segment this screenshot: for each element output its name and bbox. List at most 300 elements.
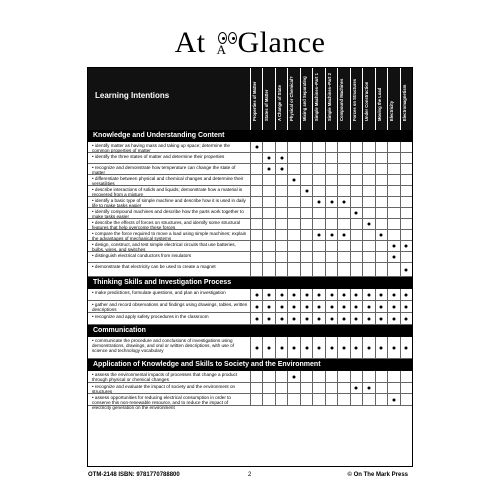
table-cell — [337, 313, 349, 324]
table-cell — [250, 394, 262, 405]
table-cell — [337, 252, 349, 262]
table-cell — [325, 252, 337, 262]
table-cell — [400, 175, 412, 185]
column-header-label: Electromagnetism — [401, 84, 407, 121]
table-cell — [387, 241, 399, 251]
column-header-label: A Change of State — [276, 85, 282, 121]
table-cell — [312, 175, 324, 185]
table-cell — [300, 301, 312, 312]
table-cell — [387, 175, 399, 185]
table-cell — [300, 142, 312, 152]
title-small-a: A — [216, 42, 227, 57]
table-cell — [262, 164, 274, 174]
table-cell — [312, 337, 324, 358]
table-cell — [387, 153, 399, 163]
table-row — [88, 371, 412, 383]
table-cell — [287, 241, 299, 251]
table-cell — [250, 337, 262, 358]
table-cell — [400, 241, 412, 251]
table-cell — [350, 394, 362, 405]
table-cell — [287, 263, 299, 276]
table-cell — [250, 301, 262, 312]
check-dot-icon — [367, 387, 370, 390]
table-cell — [325, 219, 337, 229]
title-text — [175, 26, 326, 60]
table-row — [88, 289, 412, 301]
table-cell — [300, 197, 312, 207]
table-cell — [250, 371, 262, 382]
check-dot-icon — [367, 346, 370, 349]
column-header — [275, 68, 287, 130]
check-dot-icon — [318, 201, 321, 204]
table-cell — [400, 289, 412, 300]
table-cell — [337, 383, 349, 393]
table-cell — [275, 230, 287, 240]
table-cell — [250, 142, 262, 152]
table-cell — [375, 164, 387, 174]
check-dot-icon — [280, 305, 283, 308]
column-header — [250, 68, 262, 130]
table-cell — [325, 186, 337, 196]
table-cell — [350, 241, 362, 251]
table-cell — [362, 337, 374, 358]
table-cell — [250, 164, 262, 174]
table-cell — [250, 153, 262, 163]
table-cell — [325, 230, 337, 240]
table-cell — [275, 219, 287, 229]
table-cell — [325, 371, 337, 382]
column-header — [287, 68, 299, 130]
table-cell — [400, 383, 412, 393]
table-cell — [337, 219, 349, 229]
check-dot-icon — [255, 146, 258, 149]
table-cell — [300, 175, 312, 185]
table-row — [88, 394, 412, 411]
table-cell — [262, 230, 274, 240]
table-cell — [287, 289, 299, 300]
table-row — [88, 186, 412, 197]
table-cell — [362, 153, 374, 163]
check-dot-icon — [330, 201, 333, 204]
table-cell — [362, 394, 374, 405]
check-dot-icon — [280, 293, 283, 296]
table-cell — [300, 289, 312, 300]
table-cell — [350, 219, 362, 229]
table-cell — [387, 394, 399, 405]
table-cell — [287, 383, 299, 393]
learning-intentions-label: Learning Intentions — [95, 91, 170, 100]
table-cell — [375, 175, 387, 185]
table-cell — [325, 208, 337, 218]
learning-intention-text: • recognize and demonstrate how temperature can change the state of matter — [92, 165, 248, 175]
table-cell — [312, 394, 324, 405]
table-cell — [325, 337, 337, 358]
table-cell — [262, 208, 274, 218]
column-header-label: Compound Machines — [339, 78, 345, 121]
table-cell — [262, 313, 274, 324]
table-cell — [337, 371, 349, 382]
table-row — [88, 383, 412, 394]
table-cell — [362, 301, 374, 312]
check-dot-icon — [343, 293, 346, 296]
check-dot-icon — [268, 305, 271, 308]
table-cell — [250, 252, 262, 262]
table-cell — [387, 186, 399, 196]
table-cell — [325, 263, 337, 276]
table-cell — [287, 186, 299, 196]
check-dot-icon — [392, 256, 395, 259]
check-dot-icon — [380, 346, 383, 349]
table-cell — [312, 252, 324, 262]
table-cell — [387, 164, 399, 174]
check-dot-icon — [380, 317, 383, 320]
table-cell — [325, 164, 337, 174]
table-cell — [387, 197, 399, 207]
table-cell — [300, 383, 312, 393]
column-header-label: Simple Machines–Part 2 — [326, 73, 332, 121]
table-cell — [250, 383, 262, 393]
table-cell — [312, 142, 324, 152]
table-cell — [400, 164, 412, 174]
check-dot-icon — [405, 317, 408, 320]
check-dot-icon — [380, 234, 383, 237]
table-cell — [350, 175, 362, 185]
table-cell — [362, 241, 374, 251]
table-cell — [375, 263, 387, 276]
table-cell — [275, 371, 287, 382]
check-dot-icon — [380, 293, 383, 296]
table-cell — [250, 230, 262, 240]
table-cell — [275, 153, 287, 163]
column-header — [400, 68, 412, 130]
table-cell — [375, 230, 387, 240]
table-cell — [275, 301, 287, 312]
column-header-label: Physical or Chemical? — [289, 76, 295, 121]
table-cell — [250, 197, 262, 207]
table-cell — [312, 230, 324, 240]
column-header-label: Simple Machines–Part 1 — [314, 73, 320, 121]
table-cell — [275, 142, 287, 152]
table-cell — [350, 230, 362, 240]
table-row — [88, 301, 412, 313]
table-cell — [337, 142, 349, 152]
table-cell — [300, 219, 312, 229]
table-cell — [387, 252, 399, 262]
table-cell — [387, 219, 399, 229]
column-header-label: Forces on Structures — [351, 78, 357, 121]
table-cell — [275, 186, 287, 196]
table-row — [88, 263, 412, 277]
learning-intention-text: • describe the effects of forces on structures, and identify some structural features that help overcome these forces — [92, 220, 248, 230]
table-cell — [287, 153, 299, 163]
table-cell — [337, 164, 349, 174]
column-header — [312, 68, 324, 130]
check-dot-icon — [392, 245, 395, 248]
table-cell — [262, 301, 274, 312]
table-cell — [250, 175, 262, 185]
table-cell — [312, 186, 324, 196]
table-cell — [375, 313, 387, 324]
table-cell — [375, 142, 387, 152]
table-cell — [350, 263, 362, 276]
column-header — [300, 68, 312, 130]
table-cell — [262, 241, 274, 251]
table-cell — [387, 263, 399, 276]
table-cell — [325, 197, 337, 207]
table-cell — [312, 208, 324, 218]
table-cell — [275, 164, 287, 174]
table-cell — [350, 252, 362, 262]
check-dot-icon — [305, 293, 308, 296]
check-dot-icon — [330, 346, 333, 349]
check-dot-icon — [268, 157, 271, 160]
table-cell — [362, 371, 374, 382]
table-cell — [350, 186, 362, 196]
table-row — [88, 219, 412, 230]
learning-intention-text: • communicate the procedure and conclusions of investigations using demonstrations, drawings, and oral or written descriptions, with use of science and technology vocabulary — [92, 338, 248, 354]
table-cell — [337, 289, 349, 300]
table-cell — [325, 289, 337, 300]
table-row — [88, 252, 412, 263]
table-cell — [350, 301, 362, 312]
table-cell — [400, 208, 412, 218]
check-dot-icon — [280, 317, 283, 320]
table-row — [88, 153, 412, 164]
learning-intention-text: • make predictions, formulate questions, and plan an investigation — [92, 290, 248, 295]
table-cell — [387, 337, 399, 358]
table-cell — [250, 219, 262, 229]
check-dot-icon — [405, 268, 408, 271]
learning-intention-text: • identify a basic type of simple machine and describe how it is used in daily life to make tasks easier — [92, 198, 248, 208]
table-cell — [337, 301, 349, 312]
table-cell — [387, 383, 399, 393]
check-dot-icon — [330, 234, 333, 237]
table-cell — [287, 313, 299, 324]
check-dot-icon — [355, 346, 358, 349]
table-cell — [262, 252, 274, 262]
table-cell — [375, 219, 387, 229]
table-cell — [350, 142, 362, 152]
table-cell — [350, 164, 362, 174]
table-cell — [375, 289, 387, 300]
table-cell — [312, 371, 324, 382]
check-dot-icon — [280, 346, 283, 349]
table-cell — [287, 142, 299, 152]
table-cell — [262, 263, 274, 276]
table-cell — [337, 197, 349, 207]
table-cell — [300, 230, 312, 240]
table-cell — [362, 289, 374, 300]
table-row — [88, 208, 412, 219]
column-header-label: Properties of Matter — [252, 81, 257, 121]
check-dot-icon — [318, 234, 321, 237]
table-cell — [362, 175, 374, 185]
table-cell — [275, 175, 287, 185]
table-cell — [275, 383, 287, 393]
check-dot-icon — [405, 293, 408, 296]
table-cell — [312, 301, 324, 312]
table-cell — [312, 263, 324, 276]
check-dot-icon — [305, 346, 308, 349]
table-cell — [275, 197, 287, 207]
table-cell — [287, 175, 299, 185]
check-dot-icon — [367, 223, 370, 226]
table-cell — [287, 337, 299, 358]
table-cell — [312, 289, 324, 300]
table-cell — [375, 153, 387, 163]
table-cell — [375, 371, 387, 382]
learning-intention-text: • gather and record observations and findings using drawings, tables, written descriptions — [92, 302, 248, 312]
check-dot-icon — [405, 245, 408, 248]
table-cell — [400, 219, 412, 229]
check-dot-icon — [355, 387, 358, 390]
table-cell — [350, 289, 362, 300]
table-cell — [375, 197, 387, 207]
table-cell — [350, 153, 362, 163]
column-header — [387, 68, 399, 130]
table-cell — [375, 241, 387, 251]
learning-intention-text: • describe interactions of solids and liquids; demonstrate how a material is recovered from a mixture — [92, 187, 248, 197]
check-dot-icon — [268, 346, 271, 349]
table-cell — [325, 142, 337, 152]
table-cell — [287, 208, 299, 218]
table-cell — [300, 313, 312, 324]
learning-intention-text: • recognize and apply safety procedures in the classroom — [92, 314, 248, 319]
page-title — [0, 26, 500, 66]
table-cell — [362, 197, 374, 207]
table-cell — [400, 371, 412, 382]
table-cell — [325, 241, 337, 251]
table-cell — [300, 186, 312, 196]
check-dot-icon — [268, 293, 271, 296]
check-dot-icon — [305, 317, 308, 320]
table-cell — [287, 252, 299, 262]
table-cell — [312, 383, 324, 393]
table-cell — [312, 241, 324, 251]
table-cell — [312, 164, 324, 174]
table-cell — [400, 186, 412, 196]
check-dot-icon — [392, 346, 395, 349]
table-row — [88, 241, 412, 252]
table-cell — [300, 337, 312, 358]
check-dot-icon — [330, 305, 333, 308]
table-cell — [350, 337, 362, 358]
table-cell — [325, 313, 337, 324]
check-dot-icon — [293, 179, 296, 182]
table-cell — [362, 142, 374, 152]
table-cell — [262, 142, 274, 152]
check-dot-icon — [255, 305, 258, 308]
check-dot-icon — [343, 234, 346, 237]
table-cell — [312, 153, 324, 163]
check-dot-icon — [330, 317, 333, 320]
table-cell — [250, 186, 262, 196]
check-dot-icon — [330, 293, 333, 296]
table-cell — [300, 394, 312, 405]
check-dot-icon — [305, 190, 308, 193]
column-header — [350, 68, 362, 130]
learning-intention-text: • differentiate between physical and chemical changes and determine their versatilities — [92, 176, 248, 186]
check-dot-icon — [343, 346, 346, 349]
table-cell — [300, 153, 312, 163]
table-cell — [337, 153, 349, 163]
table-cell — [287, 394, 299, 405]
check-dot-icon — [355, 317, 358, 320]
table-cell — [400, 337, 412, 358]
learning-intention-text: • assess opportunities for reducing electrical consumption in order to conserve this non-renewable resource, and to reduce the impact of electricity generation on the environment — [92, 395, 248, 411]
table-cell — [400, 252, 412, 262]
check-dot-icon — [318, 346, 321, 349]
table-cell — [275, 337, 287, 358]
table-cell — [287, 230, 299, 240]
check-dot-icon — [268, 317, 271, 320]
eyes-icon — [217, 18, 239, 32]
table-cell — [362, 186, 374, 196]
check-dot-icon — [355, 212, 358, 215]
section-heading: Knowledge and Understanding Content — [88, 130, 412, 142]
table-cell — [300, 241, 312, 251]
table-cell — [275, 394, 287, 405]
table-cell — [262, 153, 274, 163]
table-cell — [337, 186, 349, 196]
check-dot-icon — [367, 293, 370, 296]
column-header-label: Moving the Load — [376, 87, 382, 121]
table-cell — [400, 394, 412, 405]
table-cell — [250, 289, 262, 300]
check-dot-icon — [255, 293, 258, 296]
table-cell — [375, 301, 387, 312]
table-cell — [337, 263, 349, 276]
table-cell — [262, 219, 274, 229]
table-row — [88, 142, 412, 153]
check-dot-icon — [318, 305, 321, 308]
table-cell — [262, 337, 274, 358]
table-row — [88, 164, 412, 175]
check-dot-icon — [367, 305, 370, 308]
table-cell — [362, 164, 374, 174]
table-cell — [350, 313, 362, 324]
learning-intention-text: • demonstrate that electricity can be used to create a magnet — [92, 264, 248, 269]
table-row — [88, 337, 412, 359]
table-cell — [275, 208, 287, 218]
table-cell — [300, 252, 312, 262]
table-cell — [312, 313, 324, 324]
table-cell — [400, 197, 412, 207]
table-cell — [262, 394, 274, 405]
at-a-glance-table — [87, 67, 413, 467]
table-cell — [362, 219, 374, 229]
table-cell — [400, 230, 412, 240]
table-cell — [337, 241, 349, 251]
check-dot-icon — [343, 305, 346, 308]
table-cell — [262, 186, 274, 196]
table-cell — [362, 230, 374, 240]
table-cell — [287, 219, 299, 229]
table-cell — [250, 263, 262, 276]
check-dot-icon — [355, 293, 358, 296]
check-dot-icon — [380, 305, 383, 308]
table-cell — [325, 394, 337, 405]
table-cell — [325, 153, 337, 163]
table-cell — [387, 289, 399, 300]
table-cell — [300, 208, 312, 218]
check-dot-icon — [343, 201, 346, 204]
table-cell — [337, 208, 349, 218]
section-heading: Thinking Skills and Investigation Process — [88, 277, 412, 289]
table-cell — [375, 252, 387, 262]
table-cell — [275, 263, 287, 276]
table-cell — [375, 186, 387, 196]
